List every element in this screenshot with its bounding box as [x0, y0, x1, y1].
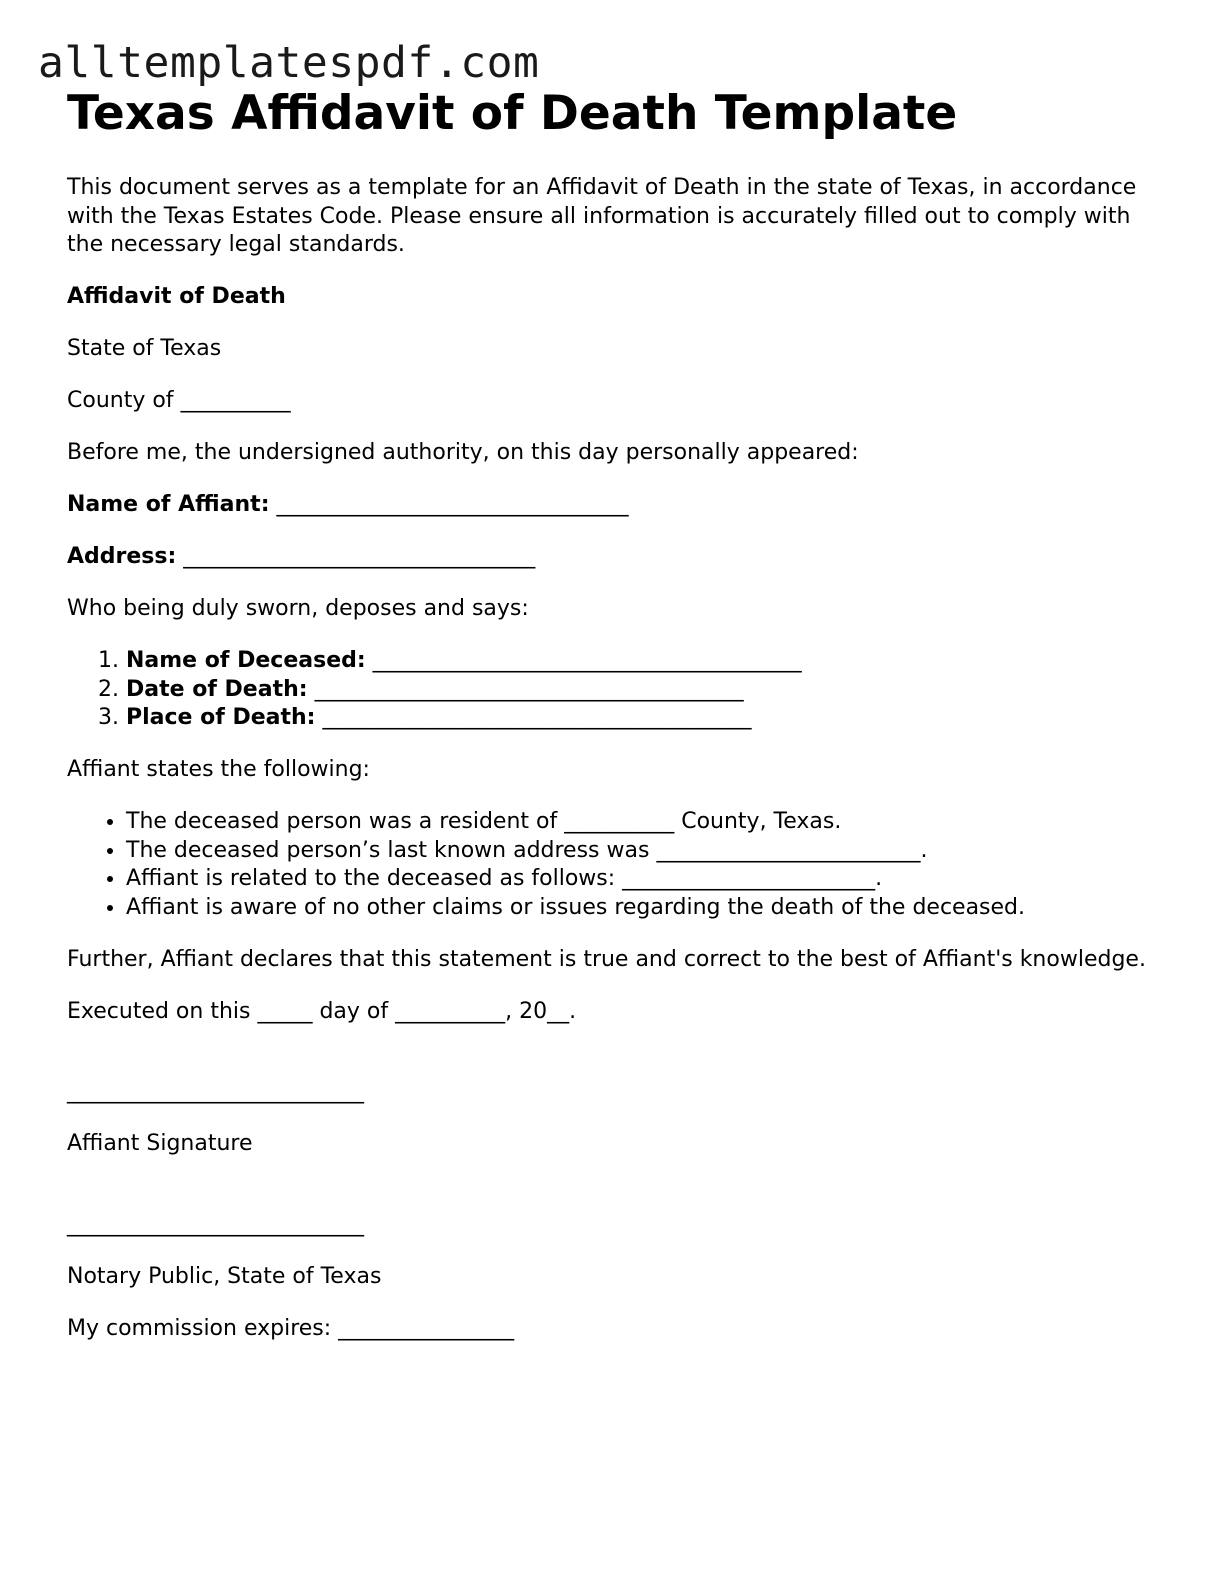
intro-paragraph: This document serves as a template for an Affidavit of Death in the state of Texas, in accordance with the Texas Estates Code. Please ensure all information is accurately filled out to comply with the necessary legal standards.: [67, 175, 1137, 257]
address-label: Address:: [67, 544, 177, 569]
affiant-name-label: Name of Affiant:: [67, 492, 270, 517]
deceased-name-field[interactable]: _______________________________________: [372, 648, 802, 673]
list-item: • Affiant is related to the deceased as follows: _______________________.: [126, 865, 1167, 894]
date-of-death-label: Date of Death:: [126, 676, 308, 702]
document-title: Texas Affidavit of Death Template: [67, 86, 958, 141]
list-item: • Affiant is aware of no other claims or issues regarding the death of the deceased.: [126, 894, 1167, 923]
declaration-paragraph: Further, Affiant declares that this statement is true and correct to the best of Affiant's knowledge.: [67, 946, 1146, 972]
list-item: [126, 704, 1167, 733]
county-line: [67, 387, 1167, 416]
list-item: [126, 676, 1167, 705]
county-field[interactable]: __________: [180, 388, 291, 413]
sworn-line: Who being duly sworn, deposes and says:: [67, 596, 529, 621]
place-of-death-label: Place of Death:: [126, 705, 316, 730]
county-label: County of: [67, 388, 174, 413]
notary-signature-line[interactable]: ___________________________: [67, 1211, 364, 1237]
statements-list: [67, 808, 1167, 922]
executed-line[interactable]: Executed on this _____ day of __________, 20__.: [67, 998, 577, 1024]
list-item: • The deceased person’s last known address was ________________________.: [126, 837, 1167, 866]
notary-label: Notary Public, State of Texas: [67, 1263, 382, 1289]
list-item: [126, 647, 1167, 676]
affiant-signature-line[interactable]: ___________________________: [67, 1079, 364, 1104]
document-body: [67, 85, 1167, 1343]
deceased-name-label: Name of Deceased:: [126, 648, 366, 673]
date-of-death-field[interactable]: _______________________________________: [314, 676, 744, 702]
affiant-name-line: [67, 491, 1167, 520]
affiant-states-line: Affiant states the following:: [67, 757, 370, 782]
list-item: • The deceased person was a resident of __________ County, Texas.: [126, 808, 1167, 837]
address-field[interactable]: ________________________________: [183, 544, 536, 569]
watermark: alltemplatespdf.com: [38, 38, 540, 88]
affiant-signature-label: Affiant Signature: [67, 1131, 253, 1156]
section-heading: Affidavit of Death: [67, 284, 286, 309]
before-me-line: Before me, the undersigned authority, on this day personally appeared:: [67, 440, 859, 465]
affiant-name-field[interactable]: ________________________________: [276, 492, 629, 517]
state-line: State of Texas: [67, 336, 222, 361]
commission-line[interactable]: My commission expires: ________________: [67, 1315, 515, 1341]
deceased-details-list: [67, 647, 1167, 733]
place-of-death-field[interactable]: _______________________________________: [322, 705, 752, 730]
address-line: [67, 543, 1167, 572]
